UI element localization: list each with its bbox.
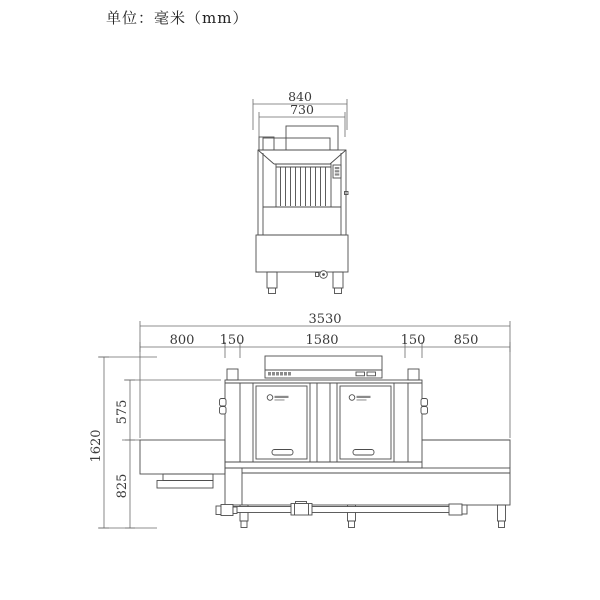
- left-chimney: [227, 369, 238, 380]
- right-exit-table: [422, 440, 510, 468]
- dim-label-3530: 3530: [308, 312, 342, 327]
- dim-label-150-right: 150: [400, 333, 426, 348]
- dim-total-height: [89, 357, 157, 528]
- left-door: [253, 383, 310, 462]
- brand-logo: [349, 395, 370, 401]
- drain-piping: [216, 502, 467, 516]
- dim-label-850: 850: [453, 333, 479, 348]
- control-panel: [333, 165, 341, 178]
- dim-hood-height: [115, 380, 221, 440]
- dim-table-height: [115, 440, 135, 528]
- end-view: [253, 89, 348, 294]
- hood: [265, 356, 382, 378]
- dim-label-840: 840: [288, 89, 312, 104]
- hood-indicator-windows: [356, 372, 376, 376]
- dim-label-730: 730: [290, 102, 314, 117]
- left-latches: [220, 399, 227, 415]
- right-chimney: [408, 369, 419, 380]
- brand-logo: [267, 395, 288, 401]
- left-entry-table: [140, 440, 225, 488]
- main-pipe: [225, 507, 466, 513]
- left-door-handle: [272, 450, 293, 456]
- dim-label-800: 800: [169, 333, 195, 348]
- dim-label-1620: 1620: [89, 429, 104, 463]
- right-latches: [421, 399, 428, 415]
- front-view: [89, 312, 510, 528]
- dim-length-segments: [140, 331, 510, 438]
- dim-label-575: 575: [115, 399, 130, 425]
- dim-label-1580: 1580: [305, 333, 339, 348]
- pipe-union: [291, 502, 312, 516]
- dim-total-length: [140, 312, 510, 331]
- pipe-end-fitting: [449, 504, 467, 515]
- dim-label-825: 825: [115, 473, 130, 499]
- hood-vent-grille: [268, 372, 291, 376]
- roof-duct: [259, 126, 338, 150]
- end-view-legs: [267, 272, 343, 294]
- right-door-handle: [353, 450, 374, 456]
- right-door: [337, 383, 394, 462]
- machine-body: [225, 380, 422, 468]
- dim-body-width: [259, 102, 345, 137]
- dim-label-150-left: 150: [219, 333, 245, 348]
- curtain-strips: [276, 164, 331, 207]
- end-view-base: [256, 235, 348, 272]
- end-view-body: [258, 150, 346, 235]
- unit-label: 单位：毫米（mm）: [106, 9, 249, 27]
- base-tank: [225, 468, 510, 505]
